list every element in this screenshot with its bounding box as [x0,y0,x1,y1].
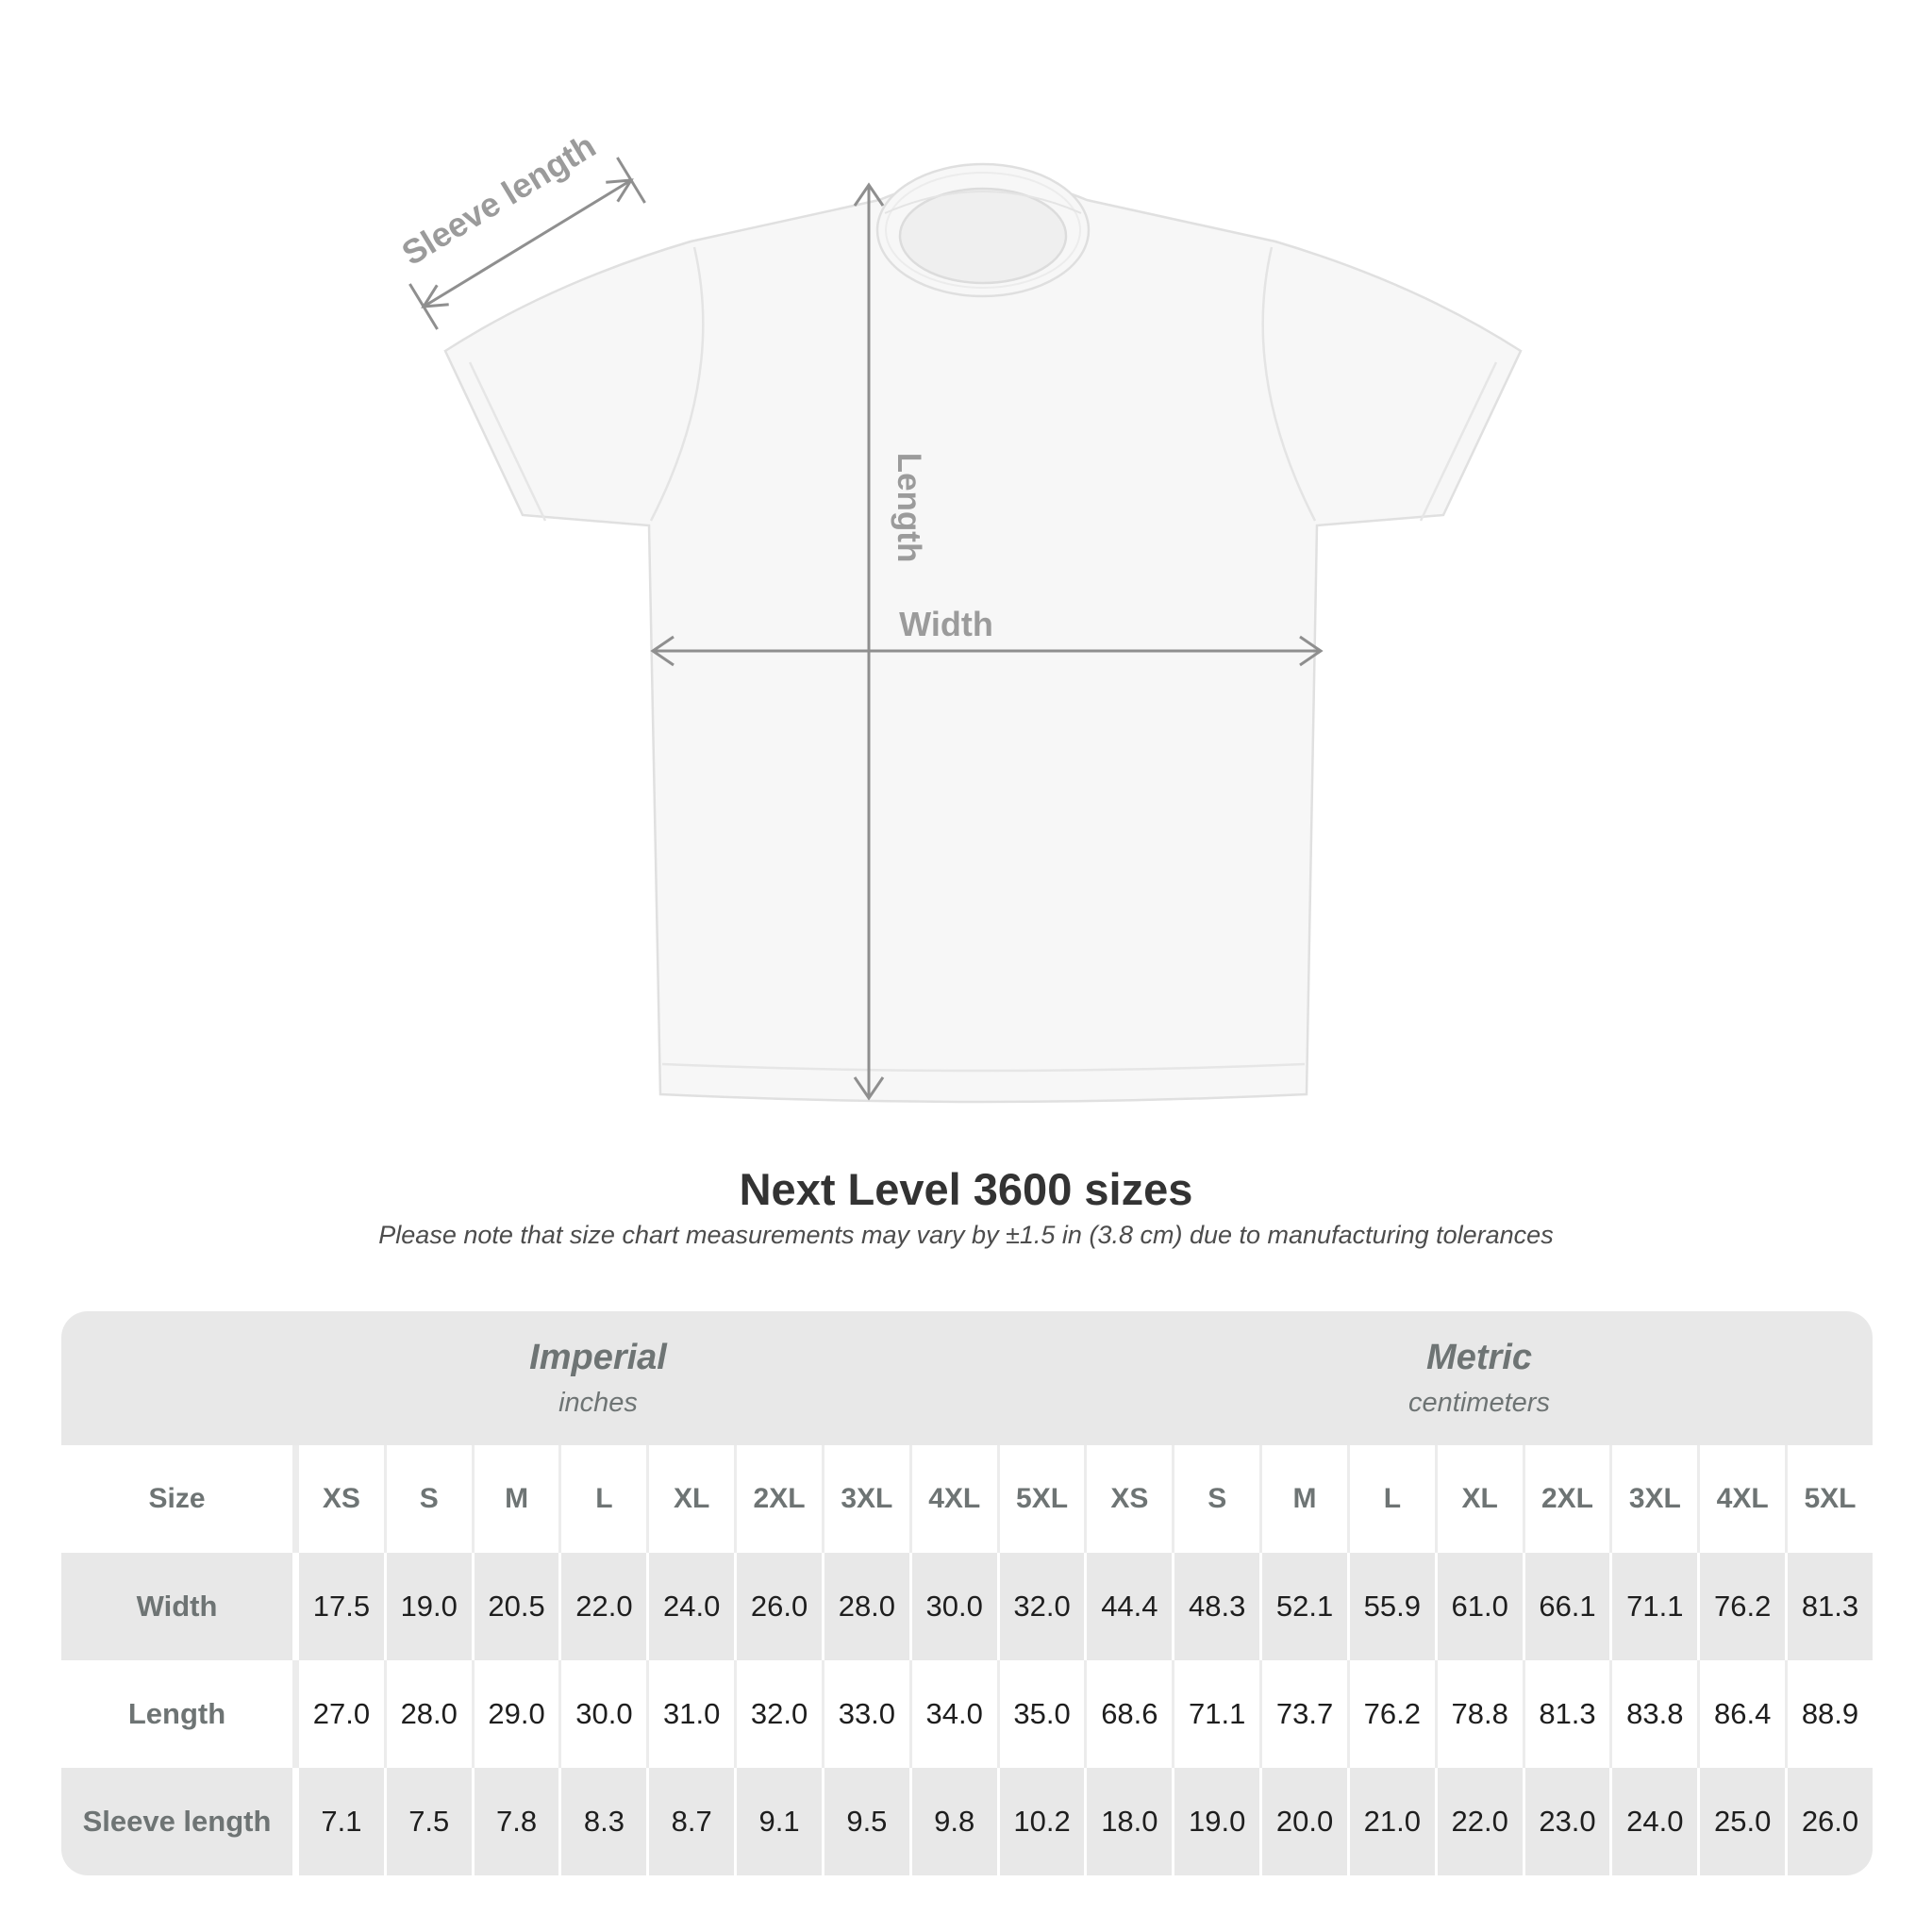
size-header-metric-5xl: 5XL [1785,1445,1873,1553]
length-imperial-3xl: 33.0 [822,1660,909,1768]
width-imperial-s: 19.0 [384,1553,472,1660]
sleeve-length-imperial-5xl: 10.2 [997,1768,1085,1875]
size-header-imperial-xs: XS [292,1445,384,1553]
size-header-metric-m: M [1259,1445,1347,1553]
width-metric-l: 55.9 [1347,1553,1435,1660]
length-imperial-xl: 31.0 [646,1660,734,1768]
size-header-metric-4xl: 4XL [1697,1445,1785,1553]
length-metric-s: 71.1 [1172,1660,1259,1768]
sleeve-length-imperial-m: 7.8 [472,1768,559,1875]
width-metric-s: 48.3 [1172,1553,1259,1660]
page-title: Next Level 3600 sizes [739,1164,1193,1214]
sleeve-length-metric-s: 19.0 [1172,1768,1259,1875]
metric-group-header [1408,1311,1550,1474]
sleeve-length-row-label: Sleeve length [82,1805,272,1838]
width-metric-m: 52.1 [1259,1553,1347,1660]
sleeve-length-metric-xl: 22.0 [1435,1768,1523,1875]
size-header-metric-2xl: 2XL [1523,1445,1610,1553]
sleeve-length-metric-m: 20.0 [1259,1768,1347,1875]
sleeve-length-metric-4xl: 25.0 [1697,1768,1785,1875]
width-row-label: Width [136,1590,218,1623]
imperial-group-name: Imperial [529,1338,667,1377]
sleeve-length-imperial-3xl: 9.5 [822,1768,909,1875]
size-header-imperial-xl: XL [646,1445,734,1553]
length-metric-xl: 78.8 [1435,1660,1523,1768]
length-metric-4xl: 86.4 [1697,1660,1785,1768]
width-imperial-5xl: 32.0 [997,1553,1085,1660]
size-header-imperial-3xl: 3XL [822,1445,909,1553]
length-metric-5xl: 88.9 [1785,1660,1873,1768]
width-imperial-m: 20.5 [472,1553,559,1660]
size-header-metric-s: S [1172,1445,1259,1553]
size-header-imperial-5xl: 5XL [997,1445,1085,1553]
collar-inner [900,189,1066,283]
size-column-header: Size [148,1483,206,1514]
width-label: Width [899,605,993,643]
length-imperial-s: 28.0 [384,1660,472,1768]
width-imperial-xs: 17.5 [292,1553,384,1660]
sleeve-length-metric-l: 21.0 [1347,1768,1435,1875]
metric-group-name: Metric [1426,1338,1532,1377]
length-imperial-l: 30.0 [558,1660,646,1768]
width-row [61,1553,1873,1660]
sleeve-length-imperial-l: 8.3 [558,1768,646,1875]
sleeve-length-row [61,1768,1873,1875]
length-imperial-2xl: 32.0 [734,1660,822,1768]
sleeve-length-metric-2xl: 23.0 [1523,1768,1610,1875]
sleeve-length-metric-3xl: 24.0 [1609,1768,1697,1875]
width-imperial-2xl: 26.0 [734,1553,822,1660]
imperial-group-header [529,1311,667,1474]
sleeve-length-metric-xs: 18.0 [1084,1768,1172,1875]
size-header-imperial-m: M [472,1445,559,1553]
length-label: Length [891,452,927,563]
sleeve-length-label: Sleeve length [394,125,603,274]
length-imperial-xs: 27.0 [292,1660,384,1768]
length-metric-2xl: 81.3 [1523,1660,1610,1768]
size-header-row [61,1445,1873,1553]
width-imperial-4xl: 30.0 [909,1553,997,1660]
metric-group-unit: centimeters [1408,1388,1550,1418]
size-chart-grid [61,1445,1873,1875]
sleeve-length-imperial-2xl: 9.1 [734,1768,822,1875]
length-metric-3xl: 83.8 [1609,1660,1697,1768]
length-row-label: Length [127,1697,226,1730]
size-header-metric-3xl: 3XL [1609,1445,1697,1553]
unit-group-header-band [61,1311,1873,1445]
length-imperial-4xl: 34.0 [909,1660,997,1768]
length-metric-m: 73.7 [1259,1660,1347,1768]
width-metric-xs: 44.4 [1084,1553,1172,1660]
size-chart-table [61,1311,1873,1875]
sleeve-length-imperial-4xl: 9.8 [909,1768,997,1875]
length-metric-xs: 68.6 [1084,1660,1172,1768]
length-row [61,1660,1873,1768]
size-header-imperial-4xl: 4XL [909,1445,997,1553]
width-metric-xl: 61.0 [1435,1553,1523,1660]
width-metric-5xl: 81.3 [1785,1553,1873,1660]
size-header-imperial-s: S [384,1445,472,1553]
size-header-metric-xl: XL [1435,1445,1523,1553]
width-metric-4xl: 76.2 [1697,1553,1785,1660]
width-imperial-xl: 24.0 [646,1553,734,1660]
size-header-metric-xs: XS [1084,1445,1172,1553]
imperial-group-unit: inches [558,1388,638,1418]
length-metric-l: 76.2 [1347,1660,1435,1768]
size-header-imperial-l: L [558,1445,646,1553]
length-imperial-m: 29.0 [472,1660,559,1768]
width-metric-2xl: 66.1 [1523,1553,1610,1660]
length-imperial-5xl: 35.0 [997,1660,1085,1768]
page-subtitle: Please note that size chart measurements may vary by ±1.5 in (3.8 cm) due to manufacturing tolerances [378,1221,1554,1249]
sleeve-length-imperial-xs: 7.1 [292,1768,384,1875]
width-metric-3xl: 71.1 [1609,1553,1697,1660]
size-header-metric-l: L [1347,1445,1435,1553]
sleeve-length-metric-5xl: 26.0 [1785,1768,1873,1875]
sleeve-length-imperial-s: 7.5 [384,1768,472,1875]
size-header-imperial-2xl: 2XL [734,1445,822,1553]
sleeve-length-imperial-xl: 8.7 [646,1768,734,1875]
width-imperial-3xl: 28.0 [822,1553,909,1660]
width-imperial-l: 22.0 [558,1553,646,1660]
